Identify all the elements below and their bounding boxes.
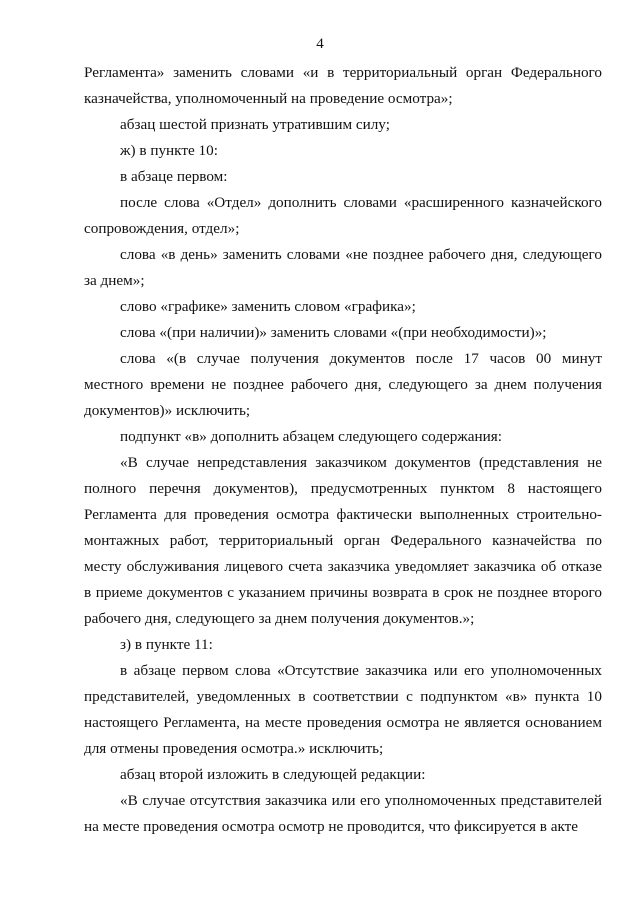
paragraph: слово «графике» заменить словом «графика»; xyxy=(120,298,416,315)
paragraph: в абзаце первом слова «Отсутствие заказчика или его уполномоченных представителей, уведомленных в соответствии с подпунктом «в» пункта 10 настоящего Регламента, на месте проведения осмотра не является основанием для отмены проведения осмотра.» исключить; xyxy=(84,662,602,757)
paragraph: абзац второй изложить в следующей редакции: xyxy=(120,766,426,783)
document-body xyxy=(84,60,602,840)
paragraph: Регламента» заменить словами «и в территориальный орган Федерального казначейства, уполномоченный на проведение осмотра»; xyxy=(84,64,602,107)
paragraph: абзац шестой признать утратившим силу; xyxy=(120,116,390,133)
paragraph: слова «(в случае получения документов после 17 часов 00 минут местного времени не позднее рабочего дня, следующего за днем получения документов)» исключить; xyxy=(84,350,602,419)
paragraph: «В случае непредставления заказчиком документов (представления не полного перечня документов), предусмотренных пунктом 8 настоящего Регламента для проведения осмотра фактически выполненных строительно-монтажных работ, территориальный орган Федерального казначейства по месту обслуживания лицевого счета заказчика уведомляет заказчика об отказе в приеме документов с указанием причины возврата в срок не позднее второго рабочего дня, следующего за днем получения документов.»; xyxy=(84,454,602,627)
paragraph: ж) в пункте 10: xyxy=(120,142,218,159)
paragraph: после слова «Отдел» дополнить словами «расширенного казначейского сопровождения, отдел»; xyxy=(84,194,602,237)
paragraph: з) в пункте 11: xyxy=(120,636,213,653)
paragraph: слова «в день» заменить словами «не позднее рабочего дня, следующего за днем»; xyxy=(84,246,602,289)
paragraph: подпункт «в» дополнить абзацем следующего содержания: xyxy=(120,428,503,445)
paragraph: «В случае отсутствия заказчика или его уполномоченных представителей на месте проведения осмотра осмотр не проводится, что фиксируется в акте xyxy=(84,792,602,835)
paragraph: в абзаце первом: xyxy=(120,168,228,185)
page-number: 4 xyxy=(316,36,324,52)
paragraph: слова «(при наличии)» заменить словами «(при необходимости)»; xyxy=(120,324,547,341)
